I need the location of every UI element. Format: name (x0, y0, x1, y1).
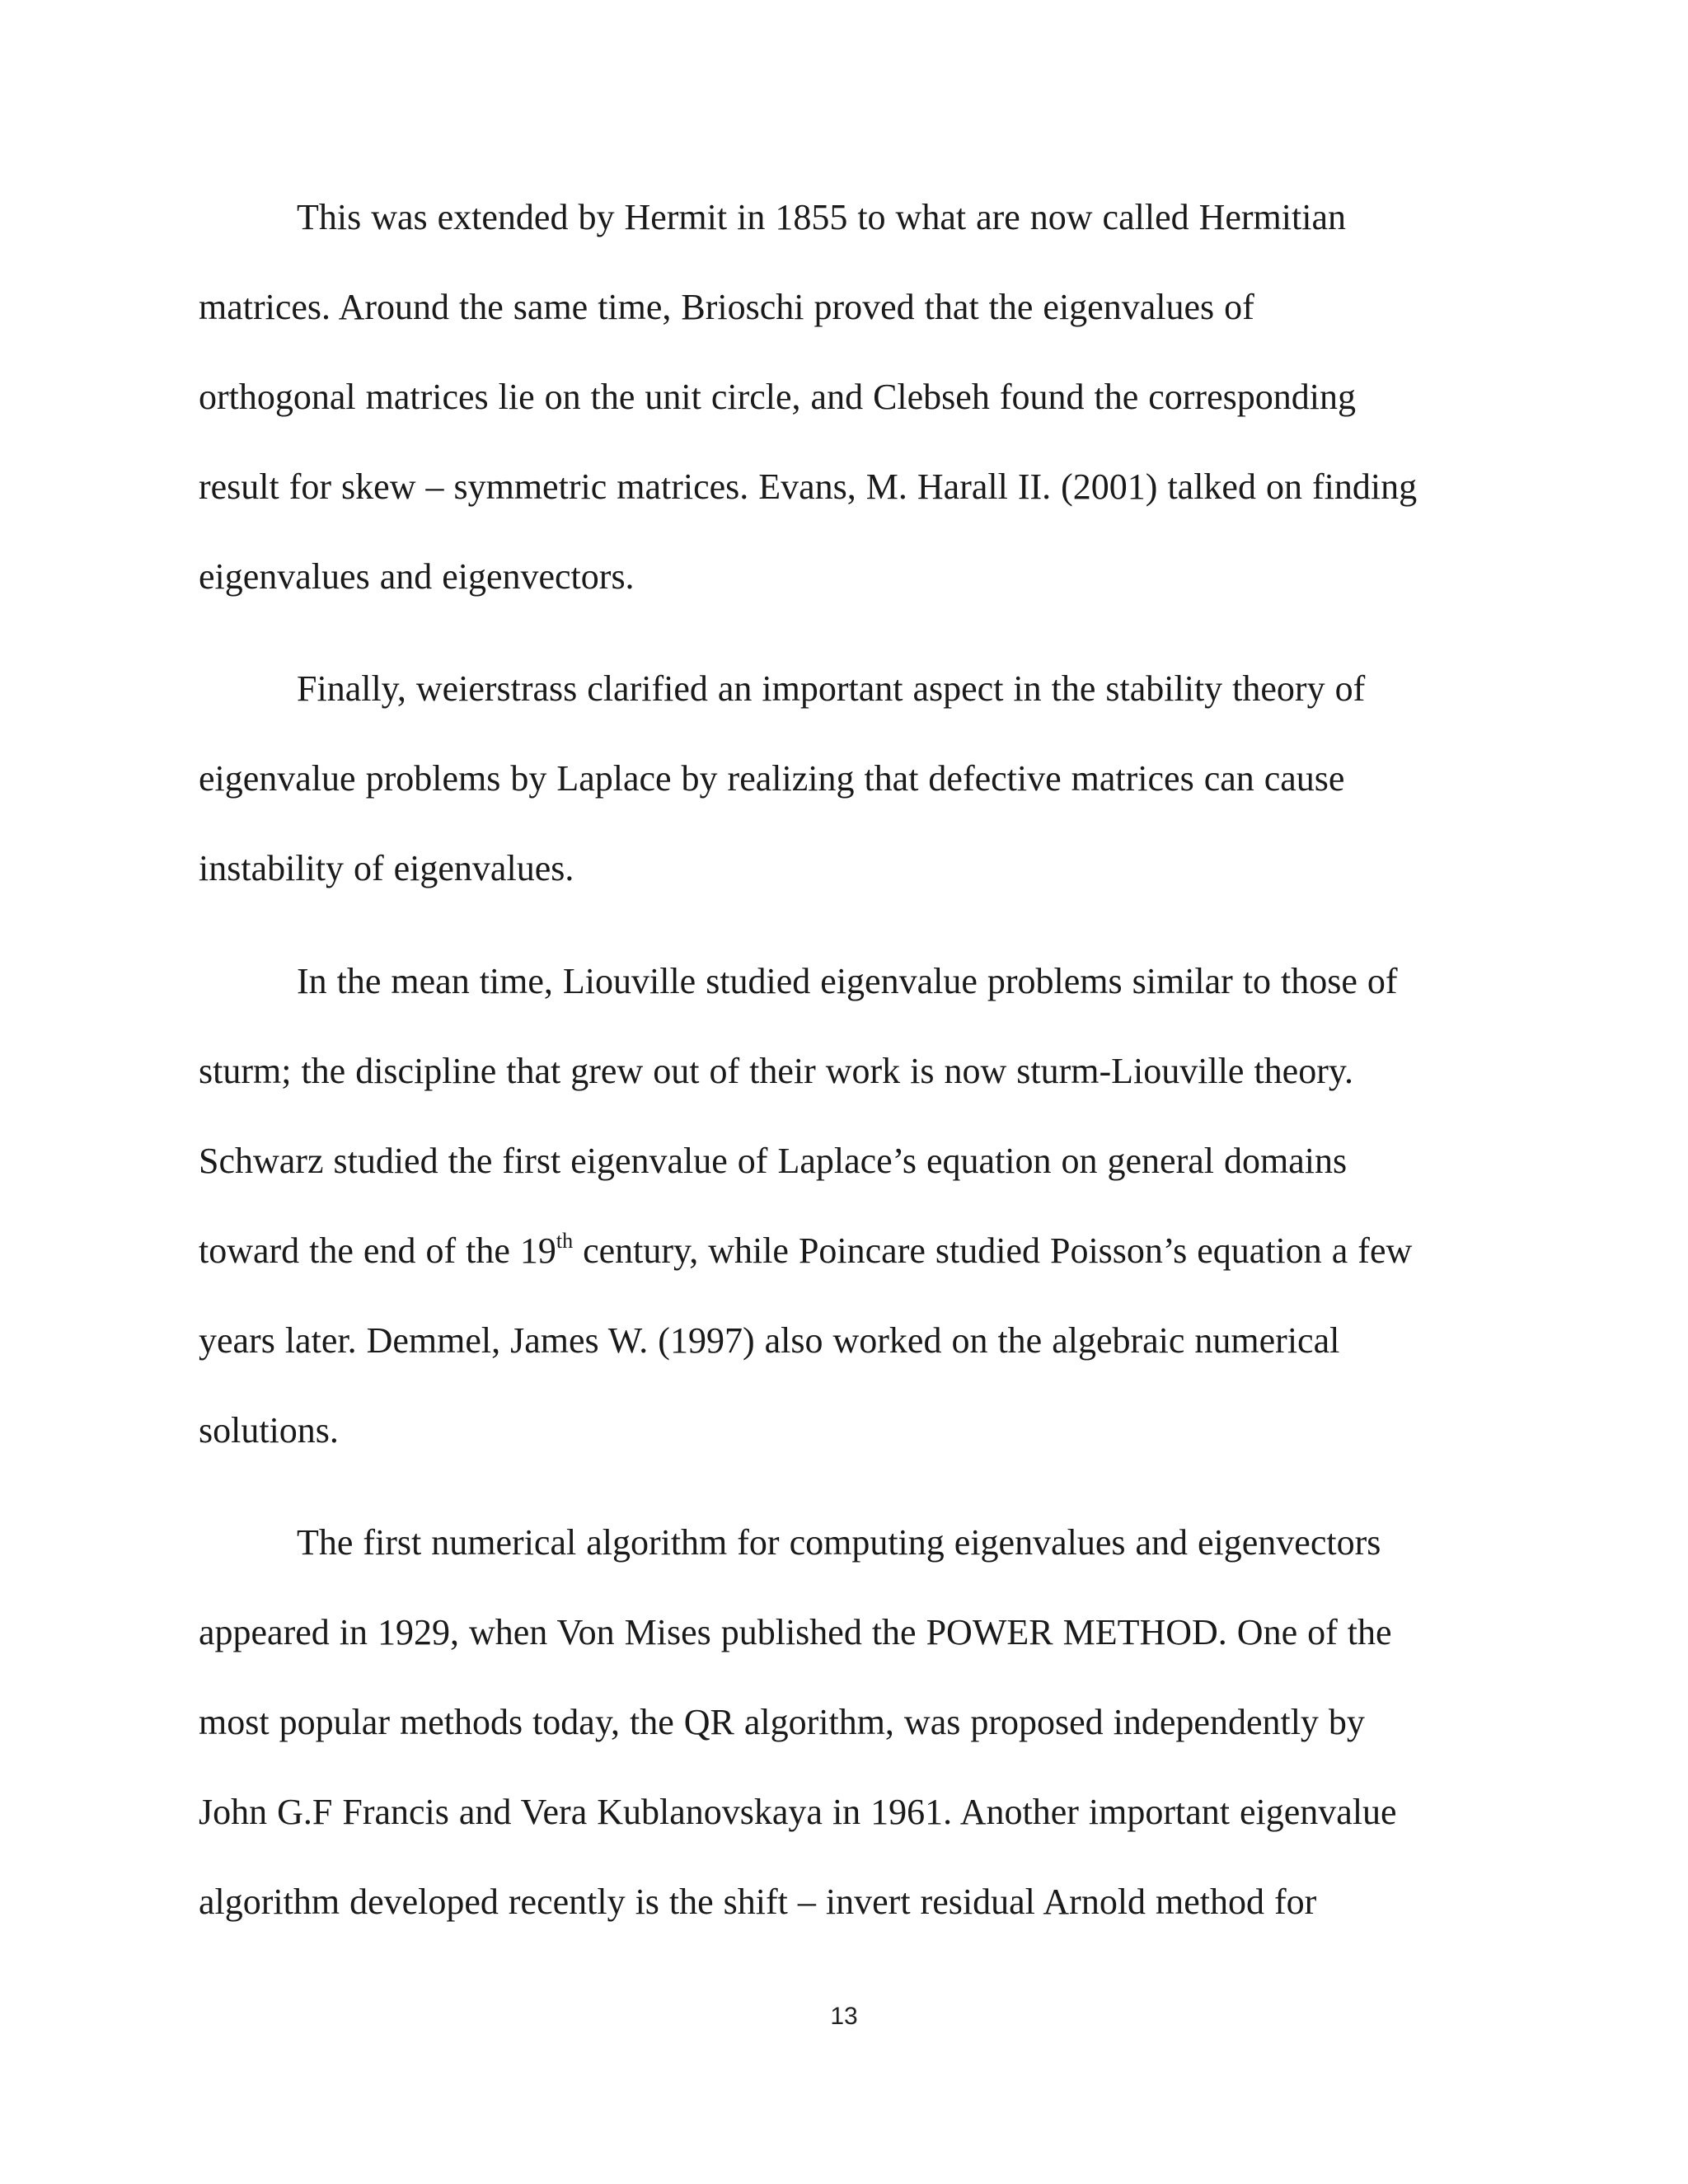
paragraph-3-line-1: In the mean time, Liouville studied eigenvalue problems similar to those of (297, 961, 1398, 1001)
paragraph-2-line-1: Finally, weierstrass clarified an important aspect in the stability theory of (297, 668, 1366, 709)
paragraph-1-line-5: eigenvalues and eigenvectors. (199, 556, 635, 597)
paragraph-1-line-3: orthogonal matrices lie on the unit circle, and Clebseh found the corresponding (199, 377, 1356, 417)
paragraph-1-line-2: matrices. Around the same time, Brioschi proved that the eigenvalues of (199, 287, 1254, 327)
superscript-th: th (556, 1229, 574, 1253)
paragraph-2-line-2: eigenvalue problems by Laplace by realizing that defective matrices can cause (199, 758, 1345, 799)
line-text-before-superscript: toward the end of the 19 (199, 1230, 556, 1271)
paragraph-3-line-5: years later. Demmel, James W. (1997) also worked on the algebraic numerical (199, 1320, 1340, 1361)
page-number: 13 (830, 2003, 858, 2030)
paragraph-4-line-1: The first numerical algorithm for computing eigenvalues and eigenvectors (297, 1522, 1381, 1563)
paragraph-3-line-6: solutions. (199, 1410, 339, 1451)
paragraph-4-line-5: algorithm developed recently is the shift – invert residual Arnold method for (199, 1882, 1317, 1922)
paragraph-4-line-2: appeared in 1929, when Von Mises published the POWER METHOD. One of the (199, 1612, 1392, 1652)
line-text-after-superscript: century, while Poincare studied Poisson’s equation a few (573, 1230, 1413, 1271)
paragraph-1-line-1: This was extended by Hermit in 1855 to what are now called Hermitian (297, 197, 1346, 237)
paragraph-3-line-4 (199, 1229, 1413, 1271)
paragraph-2-line-3: instability of eigenvalues. (199, 848, 574, 888)
paragraph-3-line-2: sturm; the discipline that grew out of their work is now sturm-Liouville theory. (199, 1051, 1354, 1091)
paragraph-4-line-4: John G.F Francis and Vera Kublanovskaya in 1961. Another important eigenvalue (199, 1792, 1397, 1832)
paragraph-4-line-3: most popular methods today, the QR algorithm, was proposed independently by (199, 1702, 1365, 1742)
paragraph-1-line-4: result for skew – symmetric matrices. Evans, M. Harall II. (2001) talked on finding (199, 466, 1418, 507)
paragraph-3-line-3: Schwarz studied the first eigenvalue of Laplace’s equation on general domains (199, 1141, 1348, 1181)
